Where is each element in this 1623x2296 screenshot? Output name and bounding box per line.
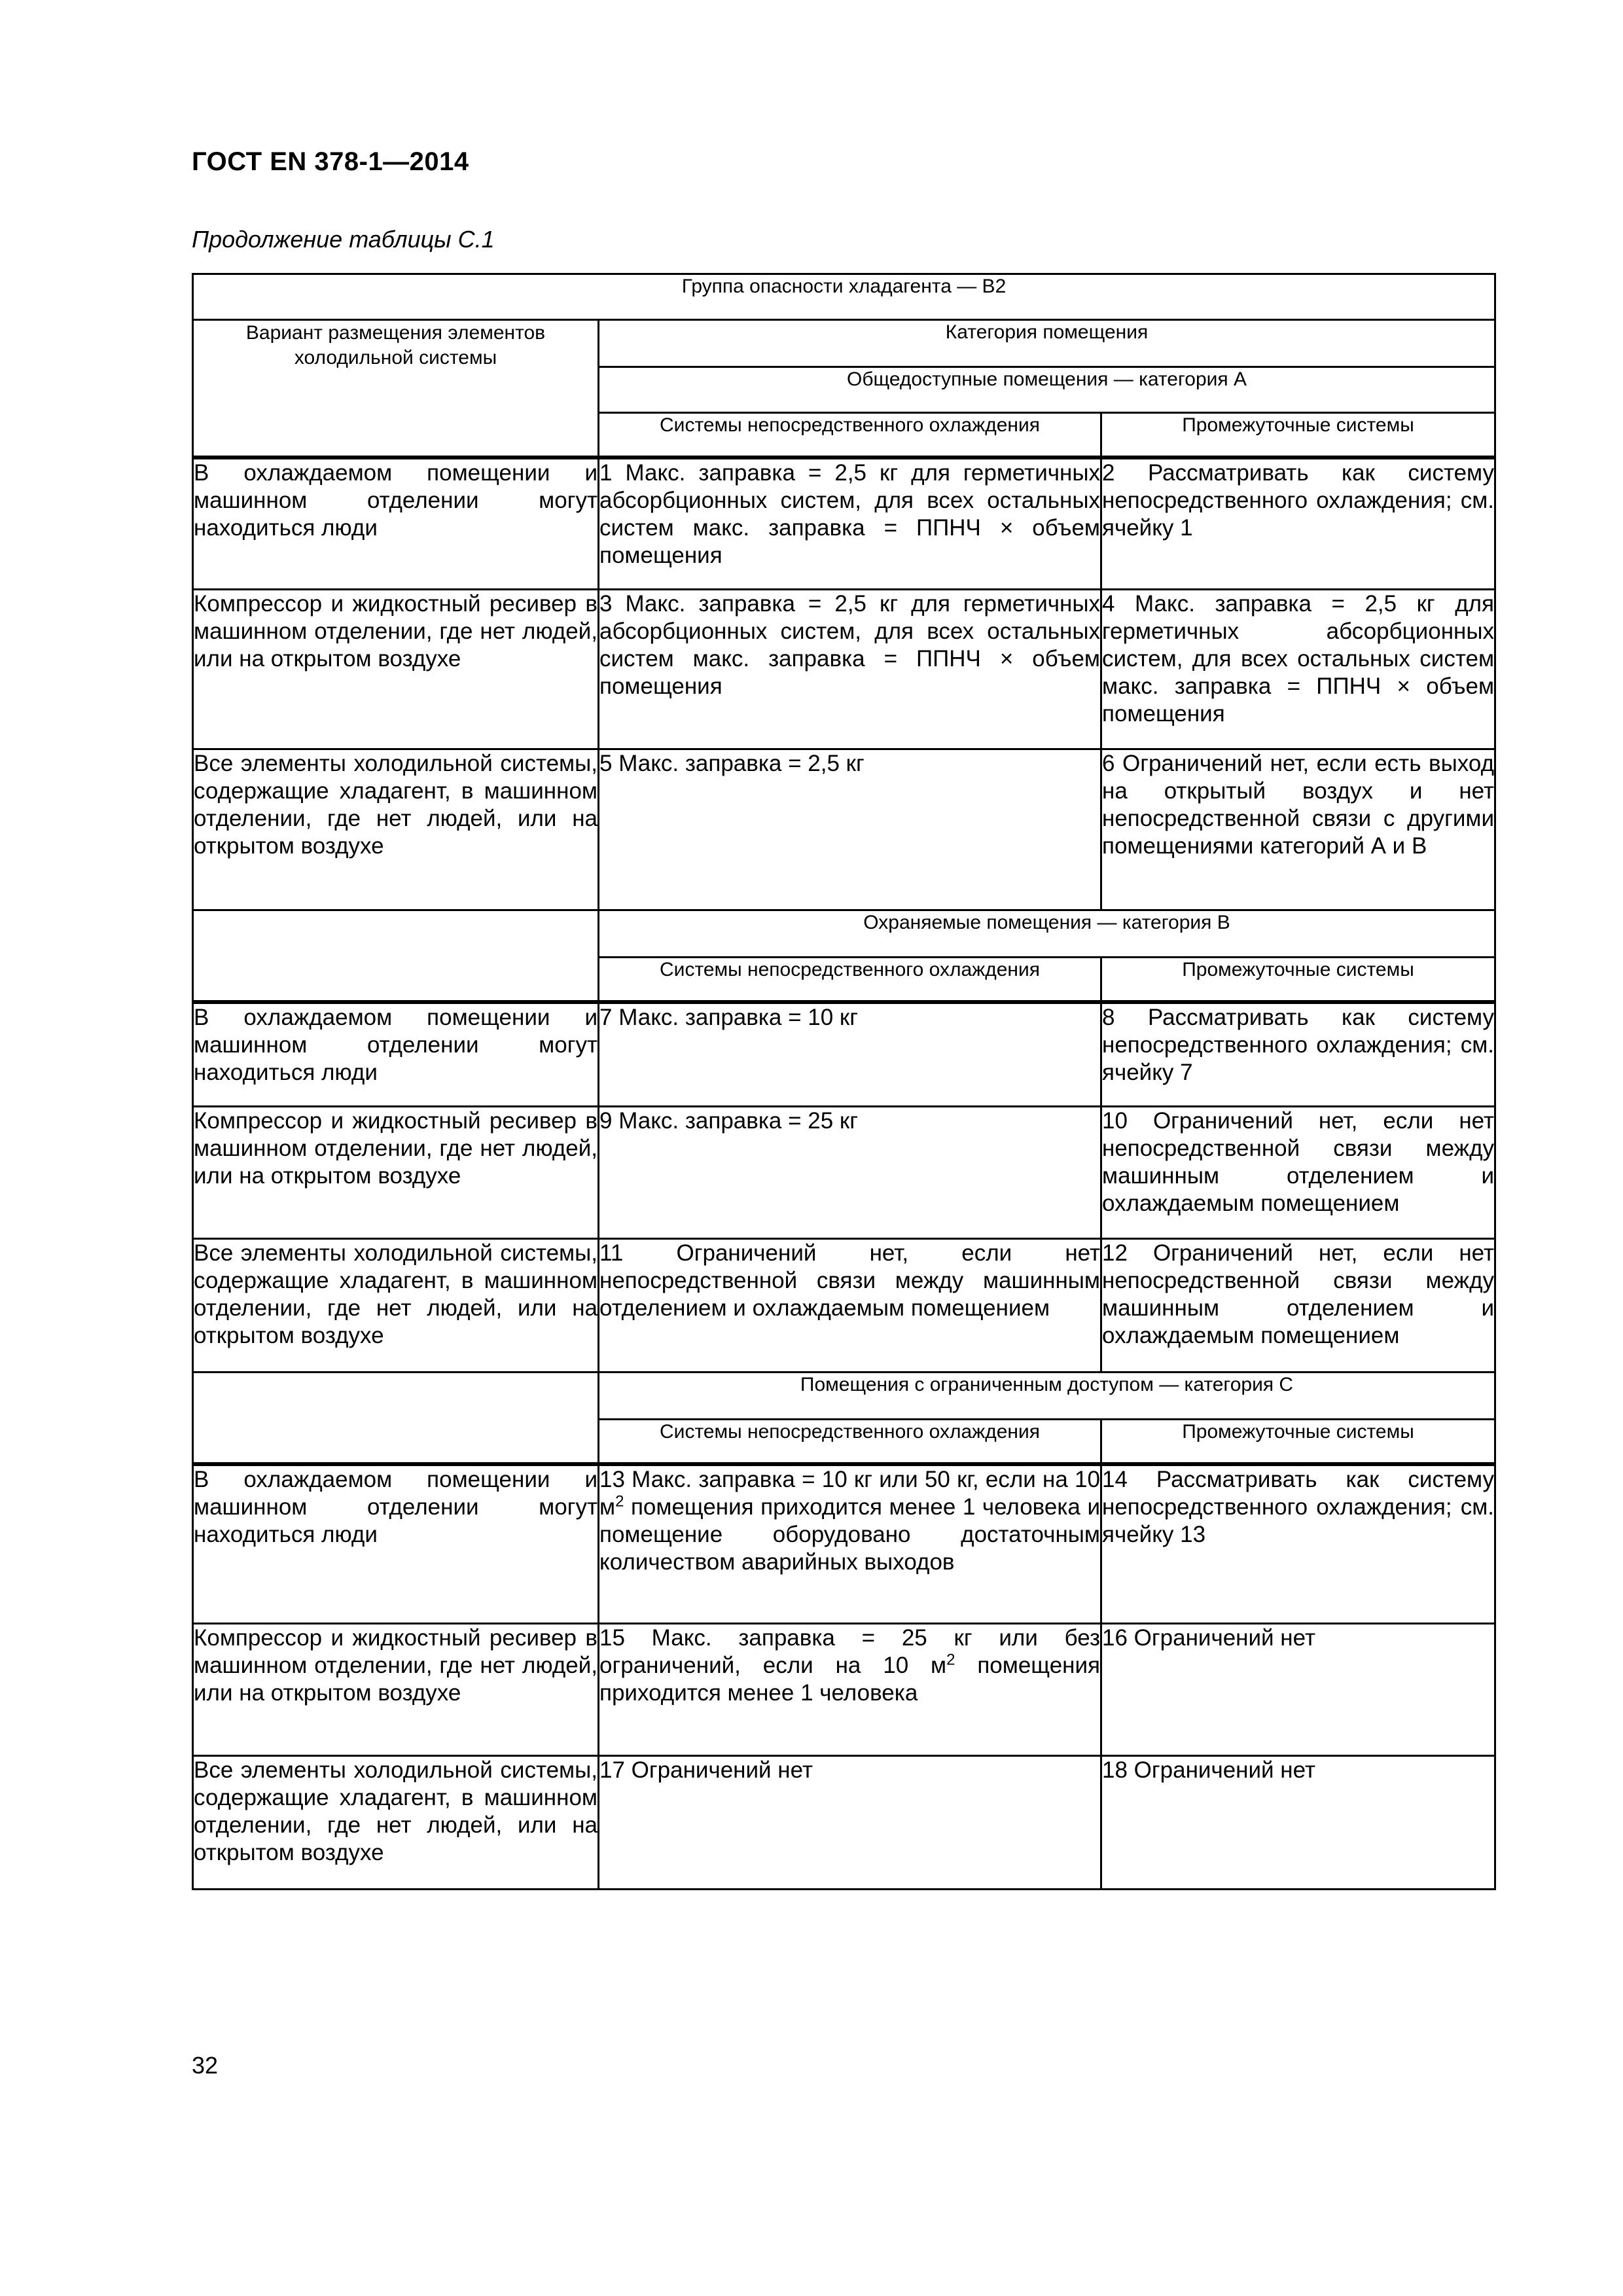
table-row — [193, 749, 1495, 910]
option-cell: В охлаждаемом помещении и машинном отделении могут находиться люди — [193, 1002, 599, 1107]
direct-text-post: помещения приходится менее 1 человека и помещение оборудовано достаточным количеством аварийных выходов — [599, 1494, 1100, 1575]
col-direct-header: Системы непосредственного охлаждения — [599, 958, 1101, 1002]
direct-cell: 5 Макс. заправка = 2,5 кг — [599, 749, 1101, 910]
refrigerant-table — [192, 273, 1496, 1890]
table-row — [193, 1464, 1495, 1624]
option-cell: Компрессор и жидкостный ресивер в машинном отделении, где нет людей, или на открытом воздухе — [193, 590, 599, 749]
section-title-b: Охраняемые помещения — категория В — [599, 910, 1495, 958]
indirect-cell: 14 Рассматривать как систему непосредственного охлаждения; см. ячейку 13 — [1101, 1464, 1495, 1624]
option-cell: В охлаждаемом помещении и машинном отделении могут находиться люди — [193, 1464, 599, 1624]
superscript-two: 2 — [946, 1651, 955, 1669]
indirect-cell: 8 Рассматривать как систему непосредственного охлаждения; см. ячейку 7 — [1101, 1002, 1495, 1107]
direct-text-pre: 13 Макс. заправка = 10 кг или 50 кг, если на 10 м — [599, 1466, 1100, 1520]
section-title-c: Помещения с ограниченным доступом — категория С — [599, 1372, 1495, 1420]
col-direct-header: Системы непосредственного охлаждения — [599, 1420, 1101, 1464]
superscript-two: 2 — [615, 1492, 624, 1510]
table-row — [193, 590, 1495, 749]
indirect-cell: 6 Ограничений нет, если есть выход на открытый воздух и нет непосредственной связи с другими помещениями категорий А и В — [1101, 749, 1495, 910]
direct-cell — [599, 1464, 1101, 1624]
document-header: ГОСТ EN 378-1—2014 — [192, 147, 469, 176]
room-category-header: Категория помещения — [599, 320, 1495, 367]
option-header-cell — [193, 320, 599, 457]
table-row — [193, 1239, 1495, 1372]
direct-cell: 1 Макс. заправка = 2,5 кг для герметичных абсорбционных систем, для всех остальных систем макс. заправка = ППНЧ × объем помещения — [599, 457, 1101, 590]
page-number: 32 — [192, 2052, 219, 2079]
col-indirect-header: Промежуточные системы — [1101, 413, 1495, 457]
option-cell: Все элементы холодильной системы, содержащие хладагент, в машинном отделении, где нет людей, или на открытом воздухе — [193, 749, 599, 910]
empty-cell — [193, 1372, 599, 1464]
direct-text-pre: 15 Макс. заправка = 25 кг или без ограничений, если на 10 м — [599, 1625, 1100, 1678]
group-title-cell: Группа опасности хладагента — В2 — [193, 274, 1495, 320]
col-indirect-header: Промежуточные системы — [1101, 1420, 1495, 1464]
direct-text-post: помещения приходится менее 1 человека — [599, 1653, 1100, 1706]
col-indirect-header: Промежуточные системы — [1101, 958, 1495, 1002]
direct-cell: 11 Ограничений нет, если нет непосредственной связи между машинным отделением и охлаждаемым помещением — [599, 1239, 1101, 1372]
indirect-cell: 16 Ограничений нет — [1101, 1624, 1495, 1756]
table-row — [193, 1002, 1495, 1107]
table-row — [193, 1624, 1495, 1756]
option-cell: Компрессор и жидкостный ресивер в машинном отделении, где нет людей, или на открытом воздухе — [193, 1624, 599, 1756]
indirect-cell: 2 Рассматривать как систему непосредственного охлаждения; см. ячейку 1 — [1101, 457, 1495, 590]
table-caption: Продолжение таблицы С.1 — [192, 226, 495, 253]
indirect-cell: 10 Ограничений нет, если нет непосредственной связи между машинным отделением и охлаждаемым помещением — [1101, 1107, 1495, 1239]
direct-cell: 17 Ограничений нет — [599, 1756, 1101, 1890]
indirect-cell: 4 Макс. заправка = 2,5 кг для герметичных абсорбционных систем, для всех остальных систем макс. заправка = ППНЧ × объем помещения — [1101, 590, 1495, 749]
empty-cell — [193, 910, 599, 1002]
option-cell: Все элементы холодильной системы, содержащие хладагент, в машинном отделении, где нет людей, или на открытом воздухе — [193, 1756, 599, 1890]
option-cell: Компрессор и жидкостный ресивер в машинном отделении, где нет людей, или на открытом воздухе — [193, 1107, 599, 1239]
table-row — [193, 1107, 1495, 1239]
direct-cell — [599, 1624, 1101, 1756]
indirect-cell: 18 Ограничений нет — [1101, 1756, 1495, 1890]
section-title-a: Общедоступные помещения — категория А — [599, 367, 1495, 413]
direct-text — [599, 1624, 1100, 1707]
direct-cell: 9 Макс. заправка = 25 кг — [599, 1107, 1101, 1239]
table-row — [193, 457, 1495, 590]
direct-text — [599, 1466, 1100, 1576]
direct-cell: 7 Макс. заправка = 10 кг — [599, 1002, 1101, 1107]
option-cell: Все элементы холодильной системы, содержащие хладагент, в машинном отделении, где нет людей, или на открытом воздухе — [193, 1239, 599, 1372]
option-header-text: Вариант размещения элементов холодильной системы — [245, 322, 546, 368]
direct-cell: 3 Макс. заправка = 2,5 кг для герметичных абсорбционных систем, для всех остальных систем макс. заправка = ППНЧ × объем помещения — [599, 590, 1101, 749]
indirect-cell: 12 Ограничений нет, если нет непосредственной связи между машинным отделением и охлаждаемым помещением — [1101, 1239, 1495, 1372]
option-cell: В охлаждаемом помещении и машинном отделении могут находиться люди — [193, 457, 599, 590]
col-direct-header: Системы непосредственного охлаждения — [599, 413, 1101, 457]
table-row — [193, 1756, 1495, 1890]
